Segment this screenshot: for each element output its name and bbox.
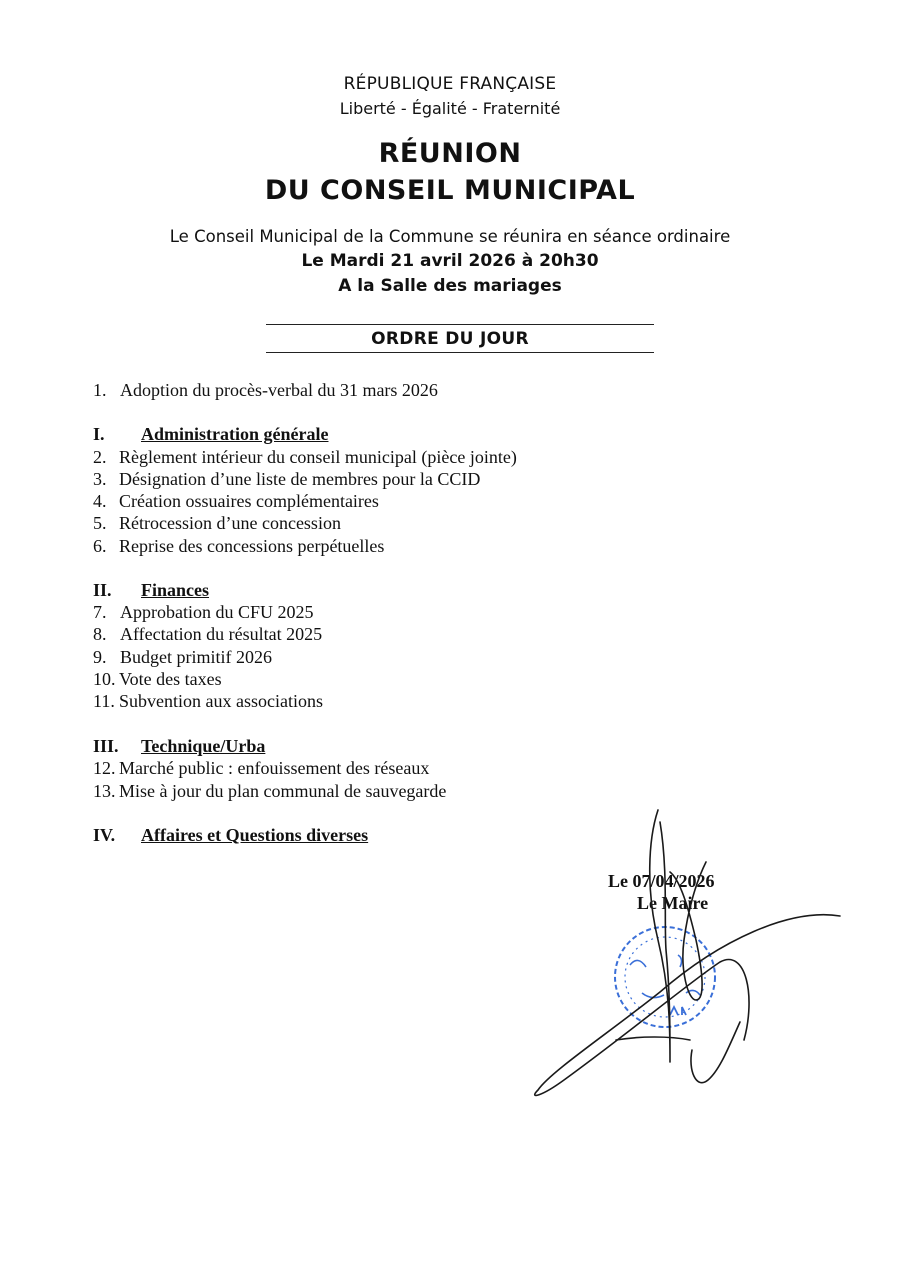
agenda-item-number: 9.: [93, 647, 107, 667]
agenda-item-text: Règlement intérieur du conseil municipal (pièce jointe): [119, 447, 517, 467]
mayor-signature: [520, 800, 860, 1100]
agenda-item-text: Marché public : enfouissement des réseaux: [119, 758, 430, 778]
divider-bottom: [266, 352, 654, 353]
agenda-item-number: 7.: [93, 602, 107, 622]
agenda-item-text: Vote des taxes: [119, 669, 222, 689]
agenda-item-number: 5.: [93, 513, 107, 533]
agenda-item-text: Mise à jour du plan communal de sauvegarde: [119, 781, 447, 801]
signature-strokes: [535, 810, 840, 1095]
convocation-intro: Le Conseil Municipal de la Commune se réunira en séance ordinaire: [169, 227, 731, 246]
agenda-item-number: 12.: [93, 758, 116, 778]
agenda-item-text: Budget primitif 2026: [120, 647, 272, 667]
agenda-item-number: 4.: [93, 491, 107, 511]
agenda-item-text: Adoption du procès-verbal du 31 mars 2026: [120, 380, 438, 400]
agenda-title: ORDRE DU JOUR: [371, 329, 529, 349]
republic-header: RÉPUBLIQUE FRANÇAISE: [343, 74, 557, 94]
page-title-line1: RÉUNION: [378, 138, 522, 169]
page-title-line2: DU CONSEIL MUNICIPAL: [264, 175, 636, 206]
section-number: I.: [93, 424, 105, 444]
section-number: IV.: [93, 825, 116, 845]
signature-date: Le 07/04/2026: [608, 871, 715, 891]
agenda-item-text: Reprise des concessions perpétuelles: [119, 536, 385, 556]
agenda-item-number: 1.: [93, 380, 107, 400]
meeting-date: Le Mardi 21 avril 2026 à 20h30: [301, 251, 599, 271]
agenda-item-number: 8.: [93, 624, 107, 644]
agenda-item-number: 2.: [93, 447, 107, 467]
agenda-item-number: 11.: [93, 691, 115, 711]
section-title: Technique/Urba: [141, 736, 266, 756]
section-number: II.: [93, 580, 112, 600]
meeting-venue: A la Salle des mariages: [338, 276, 562, 296]
divider-top: [266, 324, 654, 325]
section-title: Administration générale: [141, 424, 329, 444]
national-motto: Liberté - Égalité - Fraternité: [339, 99, 561, 118]
agenda-item-text: Subvention aux associations: [119, 691, 323, 711]
agenda-item-text: Approbation du CFU 2025: [120, 602, 314, 622]
section-title: Finances: [141, 580, 210, 600]
agenda-item-text: Rétrocession d’une concession: [119, 513, 341, 533]
section-number: III.: [93, 736, 119, 756]
agenda-item-text: Affectation du résultat 2025: [120, 624, 323, 644]
signature-role: Le Maire: [637, 893, 709, 913]
agenda-item-number: 13.: [93, 781, 116, 801]
agenda-item-text: Création ossuaires complémentaires: [119, 491, 379, 511]
section-title: Affaires et Questions diverses: [141, 825, 369, 845]
agenda-item-number: 6.: [93, 536, 107, 556]
agenda-item-number: 10.: [93, 669, 116, 689]
agenda-item-number: 3.: [93, 469, 107, 489]
agenda-item-text: Désignation d’une liste de membres pour la CCID: [119, 469, 481, 489]
